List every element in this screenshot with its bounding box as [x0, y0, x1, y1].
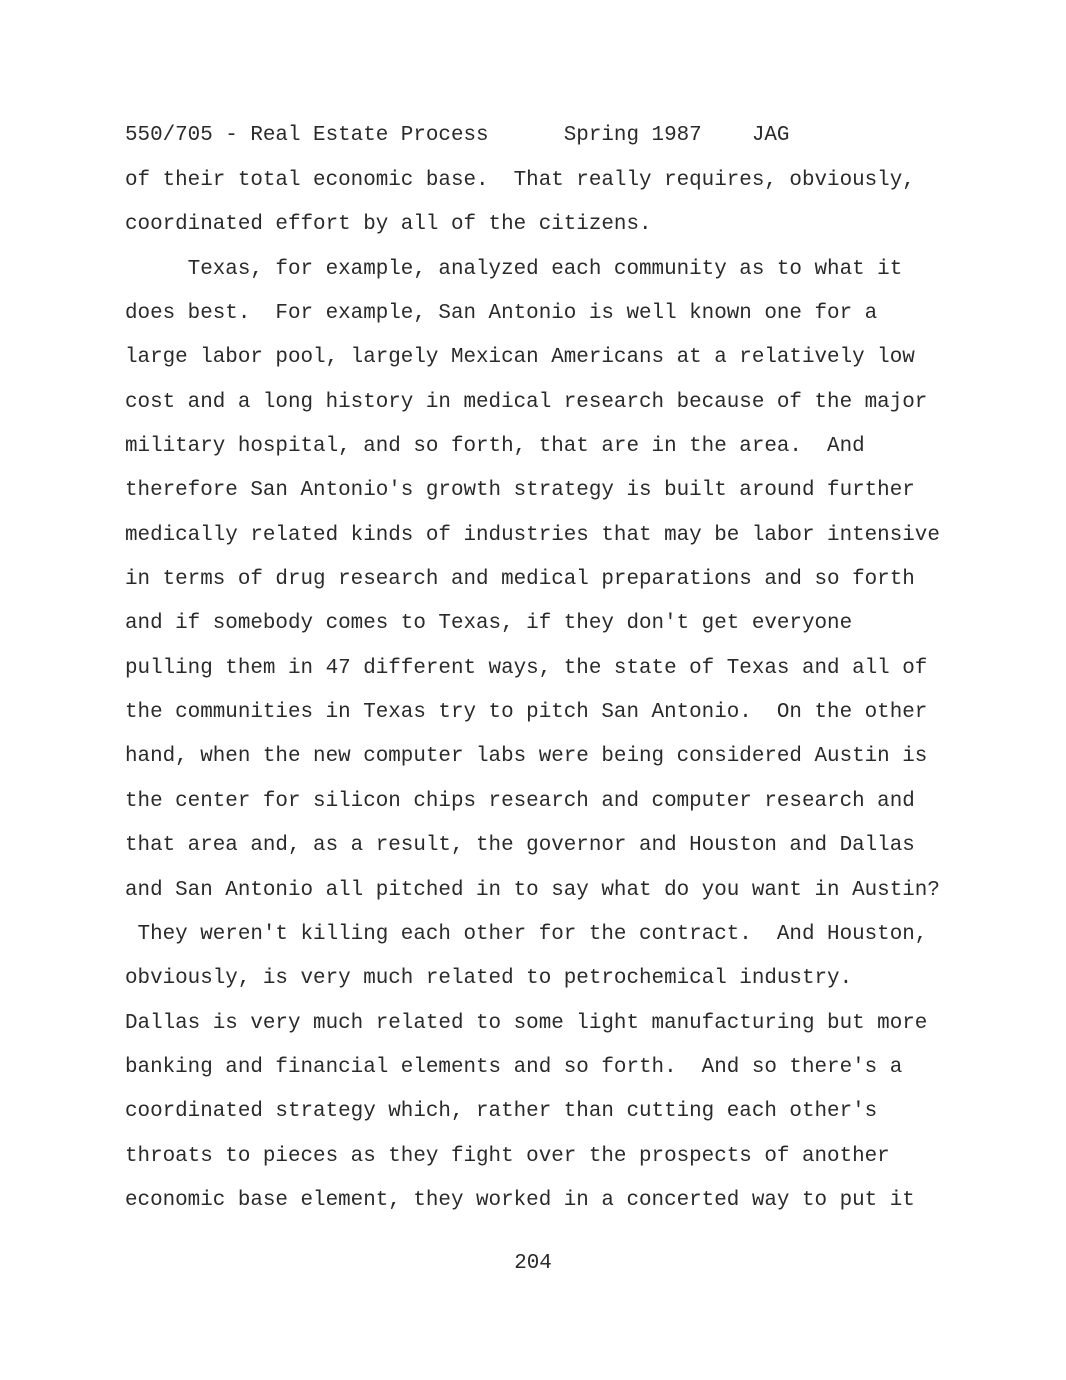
text-line: the center for silicon chips research and computer research and: [125, 789, 915, 813]
text-line: military hospital, and so forth, that are in the area. And: [125, 435, 865, 459]
text-line: the communities in Texas try to pitch San Antonio. On the other: [125, 701, 928, 725]
text-line: in terms of drug research and medical preparations and so forth: [125, 568, 915, 592]
text-line: therefore San Antonio's growth strategy is built around further: [125, 479, 915, 503]
text-line: They weren't killing each other for the contract. And Houston,: [125, 922, 928, 946]
text-line: economic base element, they worked in a concerted way to put it: [125, 1188, 915, 1212]
text-line: and if somebody comes to Texas, if they don't get everyone: [125, 612, 853, 636]
page-number: 204: [514, 1252, 552, 1275]
text-line: large labor pool, largely Mexican Americans at a relatively low: [125, 346, 915, 370]
text-line: of their total economic base. That really requires, obviously,: [125, 169, 915, 192]
text-line: hand, when the new computer labs were being considered Austin is: [125, 745, 928, 769]
text-line: that area and, as a result, the governor and Houston and Dallas: [125, 834, 915, 858]
text-line: pulling them in 47 different ways, the state of Texas and all of: [125, 656, 928, 680]
text-line: and San Antonio all pitched in to say what do you want in Austin?: [125, 878, 940, 902]
text-line: Texas, for example, analyzed each community as to what it: [125, 257, 903, 281]
text-line: Dallas is very much related to some light manufacturing but more: [125, 1011, 928, 1035]
text-line: coordinated effort by all of the citizens.: [125, 213, 652, 237]
text-line: medically related kinds of industries that may be labor intensive: [125, 523, 940, 547]
body-text: [125, 167, 1005, 1231]
text-line: throats to pieces as they fight over the prospects of another: [125, 1144, 890, 1168]
text-line: banking and financial elements and so forth. And so there's a: [125, 1055, 903, 1079]
text-line: does best. For example, San Antonio is well known one for a: [125, 302, 878, 326]
text-line: coordinated strategy which, rather than cutting each other's: [125, 1100, 878, 1124]
text-line: obviously, is very much related to petrochemical industry.: [125, 967, 853, 991]
page-header: 550/705 - Real Estate Process Spring 1987 JAG: [125, 124, 790, 147]
text-line: cost and a long history in medical research because of the major: [125, 390, 928, 414]
